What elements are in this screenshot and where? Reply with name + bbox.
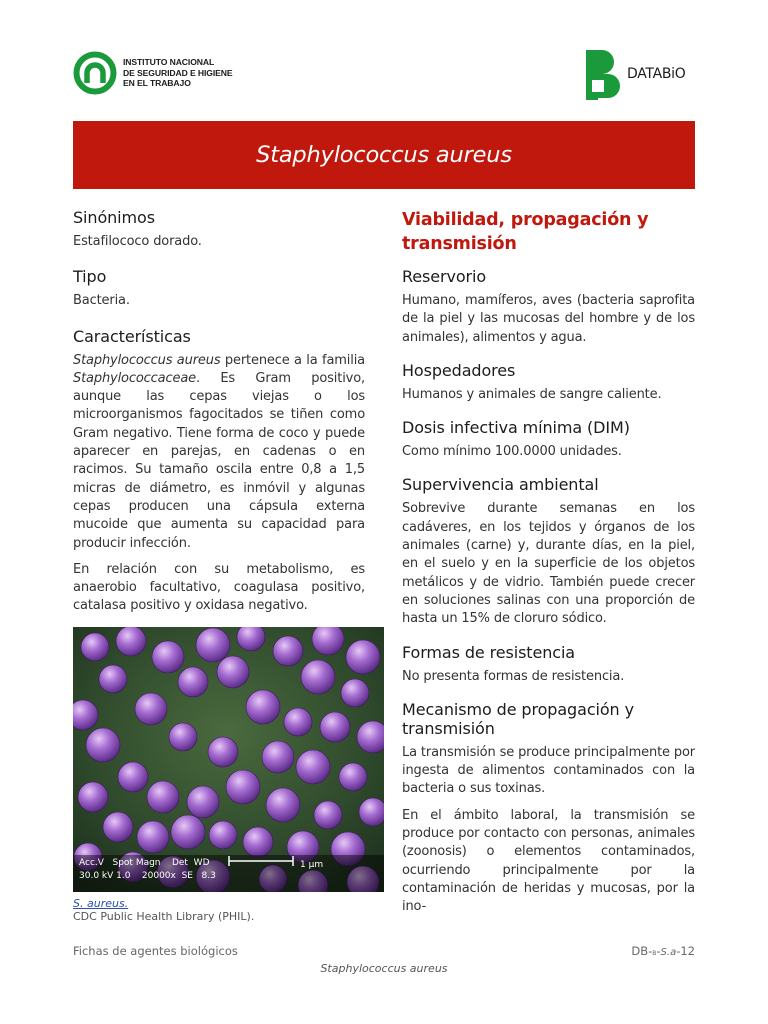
bacterium-cell bbox=[217, 656, 249, 688]
caracteristicas-text-a: pertenece a la familia bbox=[220, 352, 365, 368]
bacterium-cell bbox=[296, 750, 330, 784]
bacterium-cell bbox=[266, 788, 300, 822]
bacterium-cell bbox=[116, 627, 146, 656]
reservorio-text: Humano, mamíferos, aves (bacteria saprofita de la piel y las mucosas del hombre y de los animales), alimentos y agua. bbox=[402, 293, 695, 345]
mecanismo-paragraph-2: En el ámbito laboral, la transmisión se produce por contacto con personas, animales (zoonosis) o elementos contaminados, ocurriendo principalmente por la contaminación de heridas y mucosas, por la ino- bbox=[402, 807, 695, 915]
bacterium-cell bbox=[118, 762, 148, 792]
databio-logo-icon bbox=[586, 50, 624, 100]
bacterium-cell bbox=[196, 628, 230, 662]
footer-code-sep: - bbox=[656, 944, 661, 958]
species-name-italic: Staphylococcus aureus bbox=[73, 352, 221, 368]
bacterium-cell bbox=[152, 641, 184, 673]
bacterium-cell bbox=[187, 786, 219, 818]
bacterium-cell bbox=[209, 821, 237, 849]
image-caption-link[interactable]: S. aureus. bbox=[73, 897, 129, 910]
footer-code-suffix: -12 bbox=[676, 944, 695, 958]
bacterium-cell bbox=[78, 782, 108, 812]
right-column bbox=[402, 208, 695, 917]
footer-code-italic: S.a bbox=[660, 947, 677, 958]
sinonimos-heading: Sinónimos bbox=[73, 208, 155, 227]
micrograph-image bbox=[73, 627, 384, 892]
bacterium-cell bbox=[86, 728, 120, 762]
footer-title: Staphylococcus aureus bbox=[320, 962, 448, 975]
tipo-text: Bacteria. bbox=[73, 293, 130, 309]
mecanismo-heading: Mecanismo de propagación y transmisión bbox=[402, 699, 634, 738]
bacterium-cell bbox=[171, 815, 205, 849]
micrograph-graphic bbox=[73, 627, 384, 892]
footer-code-prefix: DB- bbox=[631, 944, 653, 958]
family-name-italic: Staphylococcaceae bbox=[73, 370, 196, 386]
reservorio-heading: Reservorio bbox=[402, 267, 487, 286]
hospedadores-text: Humanos y animales de sangre caliente. bbox=[402, 386, 662, 402]
bacterium-cell bbox=[314, 801, 342, 829]
bacterium-cell bbox=[339, 763, 367, 791]
sinonimos-text: Estafilococo dorado. bbox=[73, 234, 202, 249]
bacterium-cell bbox=[169, 723, 197, 751]
insht-logo-icon bbox=[73, 51, 117, 95]
micrograph-params-line-1: Acc.V Spot Magn Det WD bbox=[79, 858, 210, 868]
micrograph-params-line-2: 30.0 kV 1.0 20000x SE 8.3 bbox=[79, 871, 216, 881]
bacterium-cell bbox=[81, 633, 109, 661]
caracteristicas-text-b: . Es Gram positivo, aunque las cepas viejas o los microorganismos fagocitados se tiñen como Gram negativo. Tiene forma de coco y puede aparecer en parejas, en cadenas o en racimos. Su tamaño oscila entre 0,8 a 1,5 micras de diámetro, es inmóvil y algunas cepas producen una cápsula externa mucoide que aumenta su capacidad para producir infección. bbox=[73, 370, 365, 551]
tipo-heading: Tipo bbox=[73, 267, 107, 287]
caracteristicas-heading: Características bbox=[73, 326, 191, 346]
caracteristicas-paragraph-1 bbox=[73, 352, 365, 553]
caracteristicas-paragraph-2: En relación con su metabolismo, es anaerobio facultativo, coagulasa positivo, catalasa positivo y oxidasa negativo. bbox=[73, 561, 365, 614]
bacterium-cell bbox=[284, 708, 312, 736]
bacterium-cell bbox=[246, 690, 280, 724]
bacterium-cell bbox=[359, 798, 384, 826]
bacterium-cell bbox=[262, 741, 294, 773]
bacterium-cell bbox=[178, 667, 208, 697]
bacterium-cell bbox=[243, 827, 273, 857]
supervivencia-text: Sobrevive durante semanas en los cadáveres, en los tejidos y órganos de los animales (carne) y, durante días, en la piel, en el suelo y en la superficie de los objetos metálicos y de vidrio. También puede crecer en soluciones salinas con una proporción de hasta un 15% de cloruro sódico. bbox=[402, 501, 695, 627]
bacterium-cell bbox=[346, 640, 380, 674]
bacterium-cell bbox=[237, 627, 265, 651]
bacterium-cell bbox=[103, 812, 133, 842]
bacterium-cell bbox=[273, 636, 303, 666]
scale-bar-label: 1 µm bbox=[300, 860, 324, 870]
databio-label: DATABiO bbox=[627, 66, 686, 82]
formas-resistencia-heading: Formas de resistencia bbox=[402, 642, 576, 662]
institute-name: INSTITUTO NACIONAL DE SEGURIDAD E HIGIENE EN EL TRABAJO bbox=[123, 57, 233, 88]
bacterium-cell bbox=[301, 660, 335, 694]
page-title: Staphylococcus aureus bbox=[256, 142, 512, 168]
image-credit: CDC Public Health Library (PHIL). bbox=[73, 910, 255, 923]
mecanismo-paragraph-1: La transmisión se produce principalmente por ingesta de alimentos contaminados con la bacteria o sus toxinas. bbox=[402, 744, 695, 797]
viabilidad-heading: Viabilidad, propagación y transmisión bbox=[402, 210, 649, 254]
left-column bbox=[73, 208, 365, 616]
bacterium-cell bbox=[135, 693, 167, 725]
footer-code-small: b bbox=[652, 948, 657, 958]
bacterium-cell bbox=[312, 627, 344, 655]
bacterium-cell bbox=[137, 821, 169, 853]
hospedadores-heading: Hospedadores bbox=[402, 360, 516, 380]
dim-heading: Dosis infectiva mínima (DIM) bbox=[402, 418, 630, 438]
bacterium-cell bbox=[99, 665, 127, 693]
footer-series: Fichas de agentes biológicos bbox=[73, 944, 238, 958]
bacterium-cell bbox=[147, 781, 179, 813]
bacterium-cell bbox=[341, 679, 369, 707]
supervivencia-heading: Supervivencia ambiental bbox=[402, 475, 599, 495]
dim-text: Como mínimo 100.0000 unidades. bbox=[402, 444, 622, 460]
footer-code bbox=[631, 944, 695, 958]
title-banner bbox=[73, 121, 695, 189]
formas-resistencia-text: No presenta formas de resistencia. bbox=[402, 668, 625, 684]
bacterium-cell bbox=[320, 712, 350, 742]
bacterium-cell bbox=[226, 770, 260, 804]
bacterium-cell bbox=[208, 737, 238, 767]
